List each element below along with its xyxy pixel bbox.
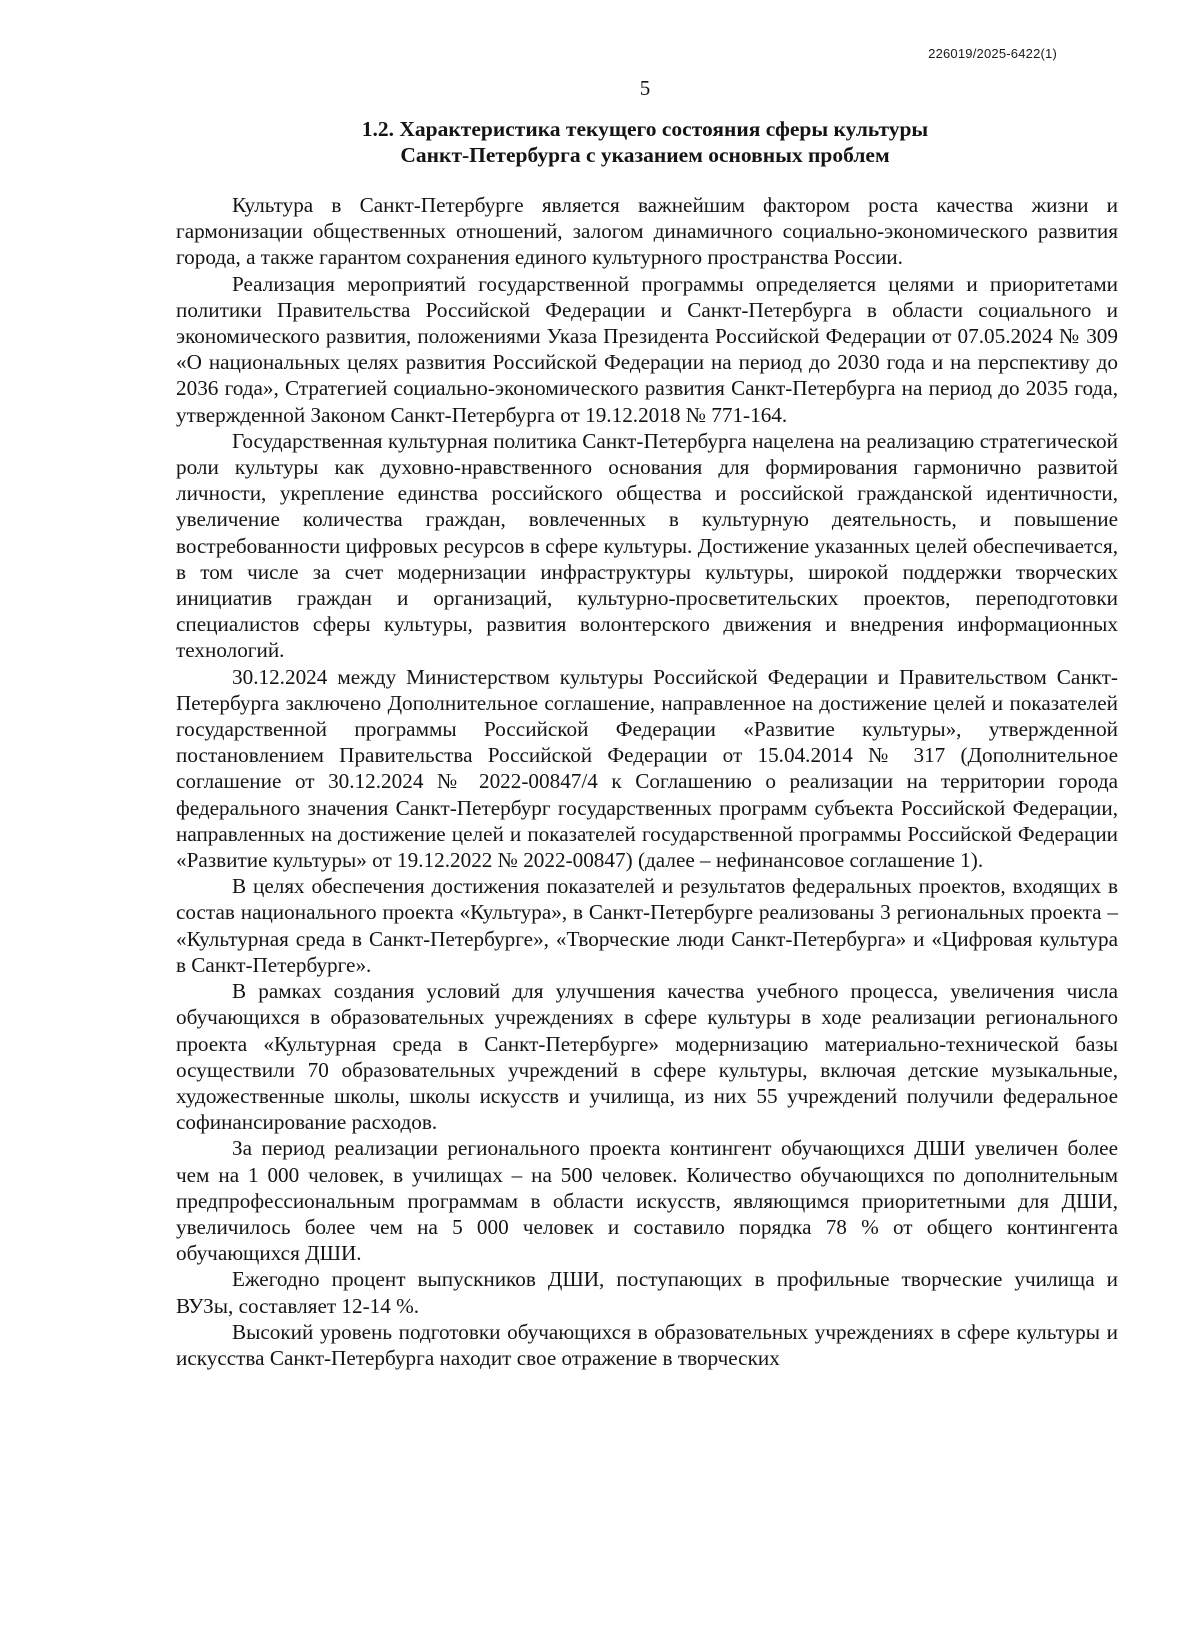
section-heading-line-2: Санкт-Петербурга с указанием основных проблем	[400, 143, 890, 167]
paragraph: 30.12.2024 между Министерством культуры Российской Федерации и Правительством Санкт-Петербурга заключено Дополнительное соглашение, направленное на достижение целей и показателей государственной программы Российской Федерации «Развитие культуры», утвержденной постановлением Правительства Российской Федерации от 15.04.2014 № 317 (Дополнительное соглашение от 30.12.2024 № 2022-00847/4 к Соглашению о реализации на территории города федерального значения Санкт-Петербург государственных программ субъекта Российской Федерации, направленных на достижение целей и показателей государственной программы Российской Федерации «Развитие культуры» от 19.12.2022 № 2022-00847) (далее – нефинансовое соглашение 1).	[176, 664, 1118, 873]
section-heading-line-1: 1.2. Характеристика текущего состояния сферы культуры	[361, 117, 929, 141]
paragraph: В целях обеспечения достижения показателей и результатов федеральных проектов, входящих в состав национального проекта «Культура», в Санкт-Петербурге реализованы 3 региональных проекта – «Культурная среда в Санкт-Петербурге», «Творческие люди Санкт-Петербурга» и «Цифровая культура в Санкт-Петербурге».	[176, 874, 1118, 977]
paragraph: Государственная культурная политика Санкт-Петербурга нацелена на реализацию стратегической роли культуры как духовно-нравственного основания для формирования гармонично развитой личности, укрепление единства российского общества и российской гражданской идентичности, увеличение количества граждан, вовлеченных в культурную деятельность, и повышение востребованности цифровых ресурсов в сфере культуры. Достижение указанных целей обеспечивается, в том числе за счет модернизации инфраструктуры культуры, широкой поддержки творческих инициатив граждан и организаций, культурно-просветительских проектов, переподготовки специалистов сферы культуры, развития волонтерского движения и внедрения информационных технологий.	[176, 428, 1118, 663]
page-number: 5	[639, 76, 651, 100]
paragraph: Высокий уровень подготовки обучающихся в образовательных учреждениях в сфере культуры и искусства Санкт-Петербурга находит свое отражение в творческих	[176, 1319, 1118, 1370]
paragraph: Реализация мероприятий государственной программы определяется целями и приоритетами политики Правительства Российской Федерации и Санкт-Петербурга в области социального и экономического развития, положениями Указа Президента Российской Федерации от 07.05.2024 № 309 «О национальных целях развития Российской Федерации на период до 2030 года и на перспективу до 2036 года», Стратегией социально-экономического развития Санкт-Петербурга на период до 2035 года, утвержденной Законом Санкт-Петербурга от 19.12.2018 № 771-164.	[176, 271, 1118, 427]
registration-number: 226019/2025-6422(1)	[928, 46, 1057, 61]
paragraph: Ежегодно процент выпускников ДШИ, поступающих в профильные творческие училища и ВУЗы, составляет 12-14 %.	[176, 1267, 1118, 1318]
paragraph: В рамках создания условий для улучшения качества учебного процесса, увеличения числа обучающихся в образовательных учреждениях в сфере культуры в ходе реализации регионального проекта «Культурная среда в Санкт-Петербурге» модернизацию материально-технической базы осуществили 70 образовательных учреждений в сфере культуры, включая детские музыкальные, художественные школы, школы искусств и училища, из них 55 учреждений получили федеральное софинансирование расходов.	[176, 979, 1118, 1135]
paragraph: Культура в Санкт-Петербурге является важнейшим фактором роста качества жизни и гармонизации общественных отношений, залогом динамичного социально-экономического развития города, а также гарантом сохранения единого культурного пространства России.	[176, 193, 1118, 270]
paragraph: За период реализации регионального проекта контингент обучающихся ДШИ увеличен более чем на 1 000 человек, в училищах – на 500 человек. Количество обучающихся по дополнительным предпрофессиональным программам в области искусств, являющимся приоритетными для ДШИ, увеличилось более чем на 5 000 человек и составило порядка 78 % от общего контингента обучающихся ДШИ.	[176, 1136, 1118, 1266]
body-text	[176, 192, 1118, 1371]
section-heading	[180, 116, 1110, 168]
